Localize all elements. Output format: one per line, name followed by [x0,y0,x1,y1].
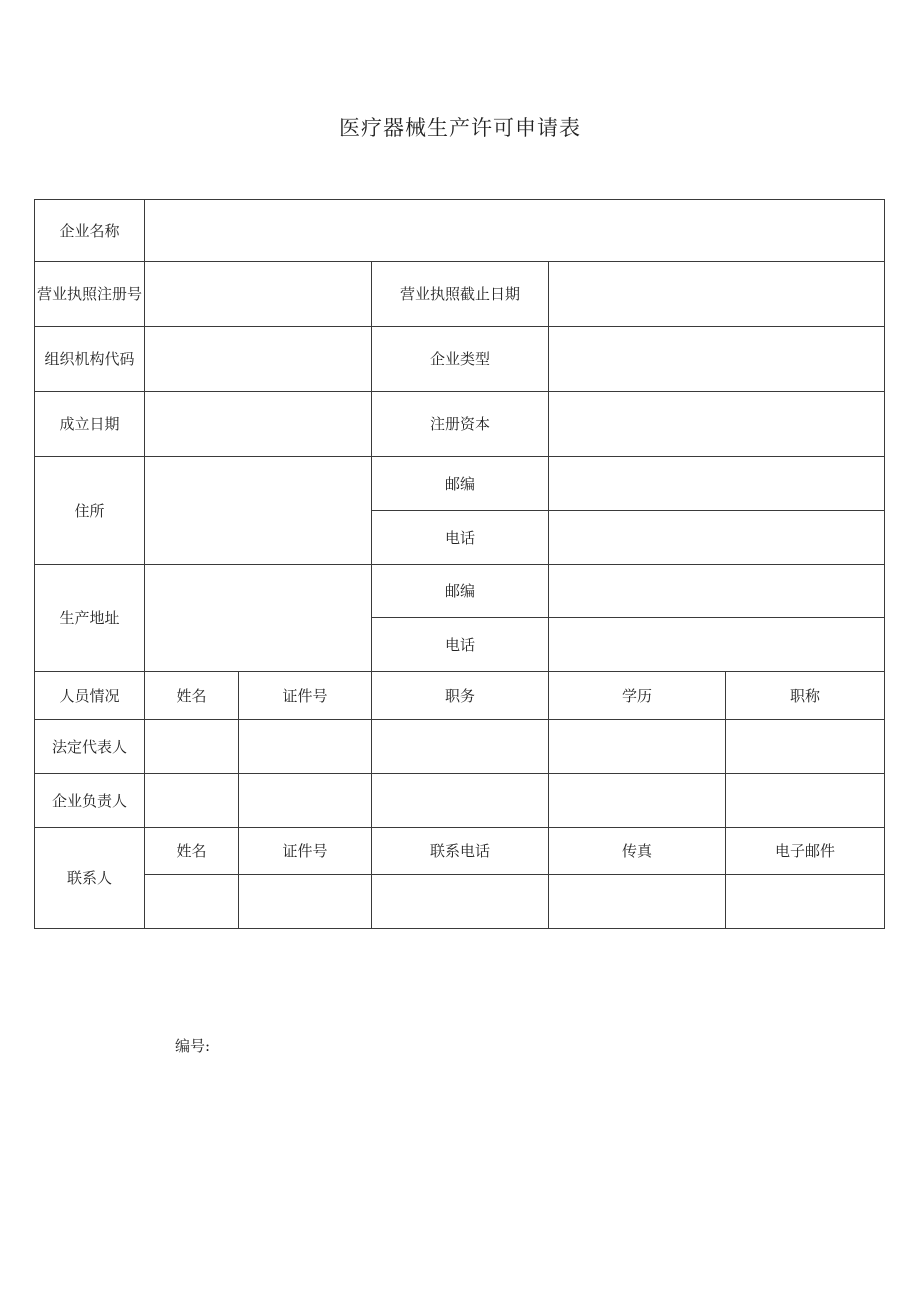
production-postcode-field[interactable] [549,565,885,618]
company-head-education-field[interactable] [549,774,726,828]
label-production-phone: 电话 [372,618,549,672]
label-contact-person: 联系人 [35,828,145,929]
company-head-name-field[interactable] [145,774,239,828]
contact-id-field[interactable] [239,875,372,929]
label-production-address: 生产地址 [35,565,145,672]
label-residence: 住所 [35,457,145,565]
legal-rep-name-field[interactable] [145,720,239,774]
row-contact-values [35,875,885,929]
label-registered-capital: 注册资本 [372,392,549,457]
legal-rep-title-field[interactable] [726,720,885,774]
row-company-name [35,200,885,262]
residence-postcode-field[interactable] [549,457,885,511]
serial-number-label: 编号: [175,1037,211,1055]
row-production-postcode [35,565,885,618]
company-head-title-field[interactable] [726,774,885,828]
label-company-name: 企业名称 [35,200,145,262]
contact-header-fax: 传真 [549,828,726,875]
company-head-position-field[interactable] [372,774,549,828]
label-license-no: 营业执照注册号 [35,262,145,327]
row-personnel-header [35,672,885,720]
legal-rep-position-field[interactable] [372,720,549,774]
registered-capital-field[interactable] [549,392,885,457]
row-founded [35,392,885,457]
header-id-no: 证件号 [239,672,372,720]
license-no-field[interactable] [145,262,372,327]
row-company-head [35,774,885,828]
row-license [35,262,885,327]
label-residence-phone: 电话 [372,511,549,565]
row-legal-rep [35,720,885,774]
header-position: 职务 [372,672,549,720]
label-license-expiry: 营业执照截止日期 [372,262,549,327]
row-contact-header [35,828,885,875]
label-founded-date: 成立日期 [35,392,145,457]
contact-fax-field[interactable] [549,875,726,929]
founded-date-field[interactable] [145,392,372,457]
contact-header-name: 姓名 [145,828,239,875]
label-legal-rep: 法定代表人 [35,720,145,774]
label-production-postcode: 邮编 [372,565,549,618]
label-personnel: 人员情况 [35,672,145,720]
header-education: 学历 [549,672,726,720]
production-phone-field[interactable] [549,618,885,672]
label-org-code: 组织机构代码 [35,327,145,392]
contact-name-field[interactable] [145,875,239,929]
row-org-code [35,327,885,392]
row-residence-postcode [35,457,885,511]
org-code-field[interactable] [145,327,372,392]
residence-field[interactable] [145,457,372,565]
contact-header-email: 电子邮件 [726,828,885,875]
company-head-id-field[interactable] [239,774,372,828]
contact-email-field[interactable] [726,875,885,929]
label-company-head: 企业负责人 [35,774,145,828]
contact-phone-field[interactable] [372,875,549,929]
residence-phone-field[interactable] [549,511,885,565]
production-address-field[interactable] [145,565,372,672]
legal-rep-id-field[interactable] [239,720,372,774]
label-residence-postcode: 邮编 [372,457,549,511]
company-type-field[interactable] [549,327,885,392]
contact-header-phone: 联系电话 [372,828,549,875]
header-name: 姓名 [145,672,239,720]
company-name-field[interactable] [145,200,885,262]
page-title: 医疗器械生产许可申请表 [339,116,581,140]
license-expiry-field[interactable] [549,262,885,327]
header-job-title: 职称 [726,672,885,720]
legal-rep-education-field[interactable] [549,720,726,774]
label-company-type: 企业类型 [372,327,549,392]
application-form-table [34,199,885,929]
contact-header-id-no: 证件号 [239,828,372,875]
